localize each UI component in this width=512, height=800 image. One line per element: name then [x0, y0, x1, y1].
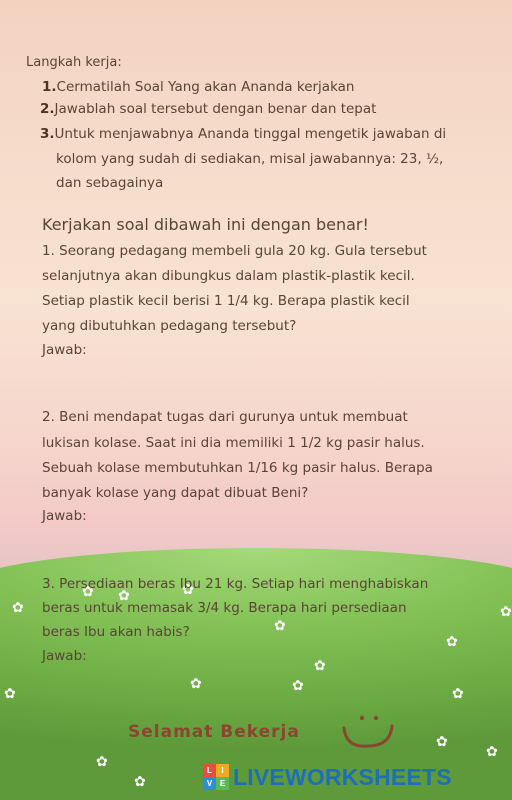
step-text: Untuk menjawabnya Ananda tinggal mengetik jawaban di: [54, 126, 447, 142]
flower-icon: [314, 662, 326, 674]
flower-icon: [96, 758, 108, 770]
flower-icon: [436, 738, 448, 750]
step-text: Jawablah soal tersebut dengan benar dan tepat: [54, 101, 377, 117]
flower-icon: [190, 680, 202, 692]
step-number: 1.: [42, 79, 57, 95]
q1-answer-label: Jawab:: [42, 342, 87, 358]
flower-icon: [446, 638, 458, 650]
step-2: [40, 98, 376, 120]
flower-icon: [292, 682, 304, 694]
instruction-heading: Kerjakan soal dibawah ini dengan benar!: [42, 215, 369, 234]
q1-line: 1. Seorang pedagang membeli gula 20 kg. Gula tersebut: [42, 243, 427, 259]
q3-answer-label: Jawab:: [42, 648, 87, 664]
flower-icon: [134, 778, 146, 790]
q1-line: yang dibutuhkan pedagang tersebut?: [42, 318, 297, 334]
steps-heading: Langkah kerja:: [26, 55, 122, 70]
step-number: 2.: [40, 101, 55, 117]
smile-icon: [340, 710, 396, 750]
step-3-line-3: dan sebagainya: [56, 175, 164, 191]
q2-line: Sebuah kolase membutuhkan 1/16 kg pasir halus. Berapa: [42, 460, 433, 476]
flower-icon: [4, 690, 16, 702]
flower-icon: [12, 604, 24, 616]
logo-letter: I: [216, 764, 229, 777]
step-number: 3.: [40, 126, 55, 142]
step-3: [40, 123, 446, 145]
q3-line: 3. Persediaan beras Ibu 21 kg. Setiap hari menghabiskan: [42, 576, 429, 592]
step-3-line-2: kolom yang sudah di sediakan, misal jawabannya: 23, ½,: [56, 151, 444, 167]
q2-line: banyak kolase yang dapat dibuat Beni?: [42, 485, 309, 501]
q3-line: beras Ibu akan habis?: [42, 624, 190, 640]
q1-line: selanjutnya akan dibungkus dalam plastik-plastik kecil.: [42, 268, 415, 284]
liveworksheets-logo: [203, 764, 452, 790]
step-text: Cermatilah Soal Yang akan Ananda kerjakan: [56, 79, 355, 95]
logo-letter: E: [216, 777, 229, 790]
flower-icon: [452, 690, 464, 702]
flower-icon: [486, 748, 498, 760]
flower-icon: [500, 608, 512, 620]
logo-icon: [203, 764, 229, 790]
logo-letter: L: [203, 764, 216, 777]
logo-letter: V: [203, 777, 216, 790]
step-1: [42, 76, 355, 98]
q2-line: lukisan kolase. Saat ini dia memiliki 1 1/2 kg pasir halus.: [42, 435, 425, 451]
logo-text: LIVEWORKSHEETS: [233, 763, 452, 790]
closing-text: Selamat Bekerja: [128, 722, 300, 742]
q2-line: 2. Beni mendapat tugas dari gurunya untuk membuat: [42, 409, 408, 425]
flower-icon: [274, 622, 286, 634]
q1-line: Setiap plastik kecil berisi 1 1/4 kg. Berapa plastik kecil: [42, 293, 410, 309]
q3-line: beras untuk memasak 3/4 kg. Berapa hari persediaan: [42, 600, 407, 616]
q2-answer-label: Jawab:: [42, 508, 87, 524]
